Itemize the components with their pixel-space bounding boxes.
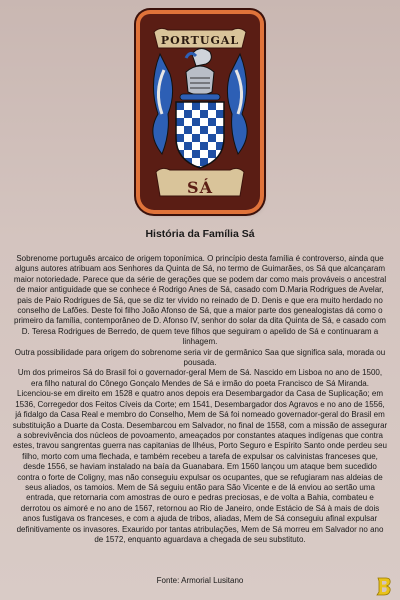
article-title: História da Família Sá	[145, 228, 255, 240]
article-body	[12, 254, 388, 545]
brand-logo-icon	[374, 576, 394, 596]
article-paragraph: Outra possibilidade para origem do sobrenome seria vir de germânico Saa que significa sala, morada ou pousada.	[14, 347, 386, 368]
coat-of-arms-plaque	[140, 14, 260, 210]
source-credit: Fonte: Armorial Lusitano	[156, 576, 244, 585]
crest-bottom-label: SÁ	[187, 178, 213, 197]
crest-top-label: PORTUGAL	[160, 34, 240, 47]
article-paragraph: Sobrenome português arcaico de origem toponímica. O princípio desta família é controverso, ainda que alguns autores atribuam aos Senhores da Quinta de Sá, no termo de Guimarães, os Sá que alcançaram maior notoriedade. Parece que da série de gerações que se podem dar como mais prováveis o ancestral de maior antiguidade que se conhece é Rodrigo Anes de Sá, casado com D.Maria Rodrigues de Avelar, pais de Paio Rodrigues de Sá, que se diz ter vivido no reinado de D. Denis e que era muito herdado no conselho de Lafões. Deste foi filho João Afonso de Sá, que a maior parte dos genealogistas dá como o primeiro da família, contemporâneo de D. Afonso IV, senhor do solar da dita Quinta de Sá, e casado com D. Teresa Rodrigues de Berredo, de quem teve filhos que seguiram o apelido de Sá e continuaram a linhagem.	[13, 254, 387, 347]
article-paragraph: Um dos primeiros Sá do Brasil foi o governador-geral Mem de Sá. Nascido em Lisboa no ano de 1500, era filho natural do Cônego Gonçalo Mendes de Sá e irmão do poeta Francisco de Sá Miranda. Licenciou-se em direito em 1528 e quatro anos depois era Desembargador da Casa de Suplicação; em 1536, Corregedor dos Feitos Cíveis da Corte; em 1541, Desembargador dos Agravos e no ano de 1556, já fidalgo da Casa Real e membro do Conselho, Mem de Sá foi nomeado governador-geral do Brasil em substituição a Duarte da Costa. Desembarcou em Salvador, no final de 1558, com a missão de assegurar a sobrevivência dos núcleos de povoamento, ameaçados por constantes ataques indígenas que contra estes, travou sangrentas guerra nas capitanias de Ilhéus, Porto Seguro e Espírito Santo onde perdeu seu filho, morto com uma flechada, e também recebeu a tarefa de expulsar os calvinistas franceses que, desde 1556, se haviam instalado na baía da Guanabara. Em 1560 lançou um ataque bem sucedido contra o forte de Coligny, mas não conseguiu expulsar os ocupantes, que se refugiaram nas aldeias de seus aliados, os tamoios. Mem de Sá seguiu então para São Vicente e de lá enviou ao sertão uma entrada, que retornaria com amostras de ouro e pedras preciosas, e de volta a Bahia, combateu e derrotou os aimoré e no ano de 1567, retornou ao Rio de Janeiro, onde Estácio de Sá à mais de dois anos fustigava os franceses, e com a ajuda de tribos, aliadas, Mem de Sá conseguiu afinal expulsar definitivamente os invasores. Exaurido por tantas atribulações, Mem de Sá morreu em Salvador no ano de 1572, enquanto aguardava a chegada de seu substituto.	[12, 368, 388, 544]
